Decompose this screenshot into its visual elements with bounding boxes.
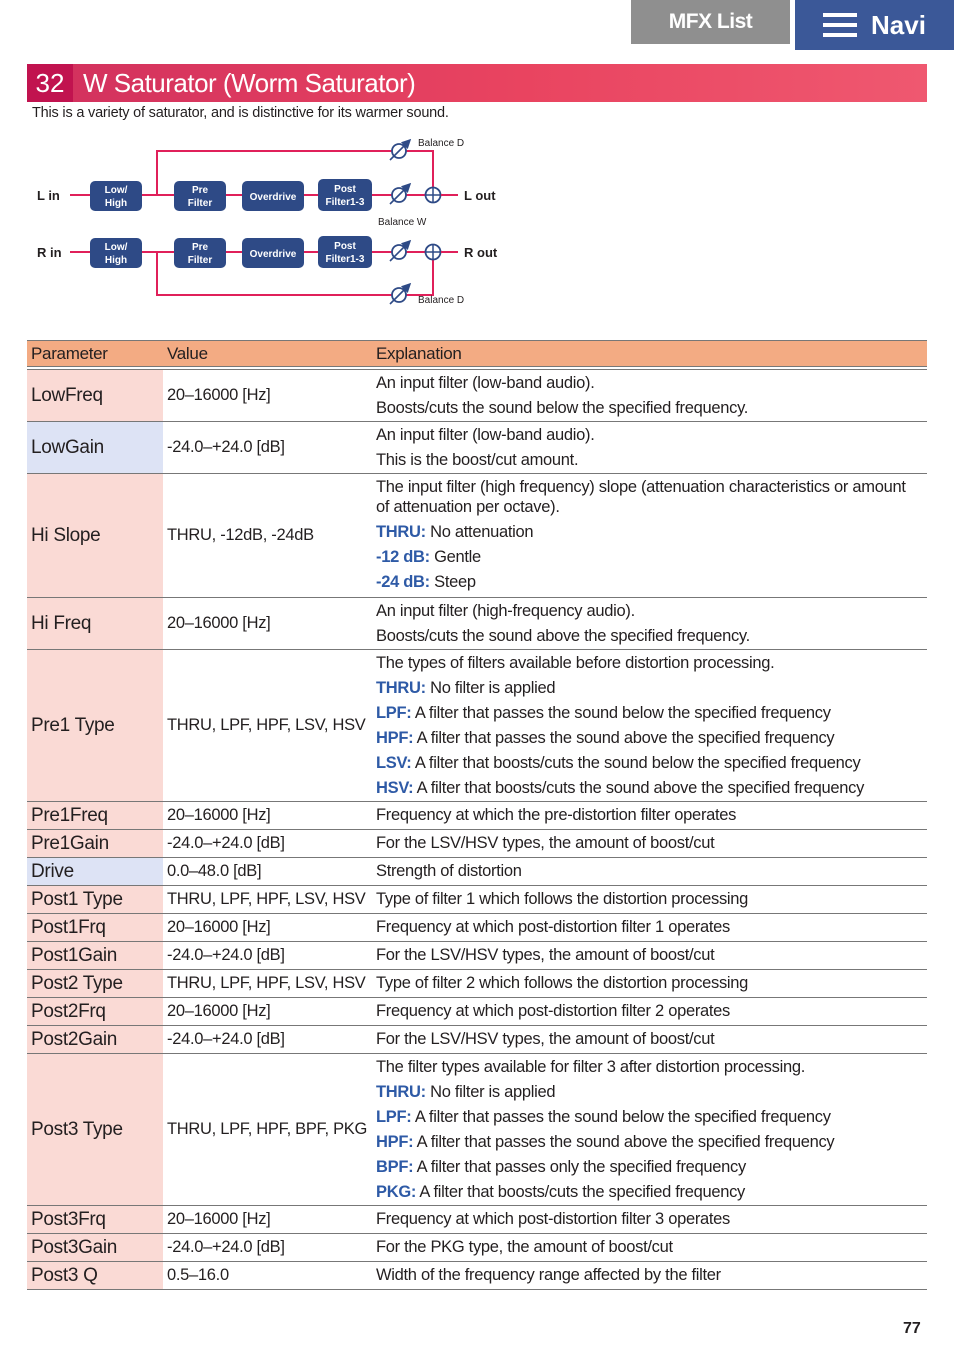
table-row <box>27 942 927 970</box>
sum-r-icon <box>426 245 441 260</box>
explanation-text: The types of filters available before distortion processing. <box>376 653 775 672</box>
explanation-text: A filter that passes the sound below the specified frequency <box>411 703 831 722</box>
explanation-line <box>376 943 923 968</box>
parameter-value: 0.5–16.0 <box>163 1262 372 1290</box>
block-post-filter-l <box>318 179 372 211</box>
explanation-text: Type of filter 2 which follows the distortion processing <box>376 974 749 992</box>
table-row <box>27 422 927 474</box>
explanation-line <box>376 1235 923 1260</box>
parameter-value: -24.0–+24.0 [dB] <box>163 1026 372 1054</box>
parameter-explanation <box>372 650 927 802</box>
option-keyword: LPF: <box>376 703 412 722</box>
parameter-value: THRU, LPF, HPF, BPF, PKG <box>163 1054 372 1206</box>
parameter-name: Post3Gain <box>27 1234 163 1262</box>
balance-w-label: Balance W <box>378 217 427 228</box>
parameter-value: -24.0–+24.0 [dB] <box>163 422 372 474</box>
explanation-text: A filter that passes the sound below the specified frequency <box>411 1107 831 1126</box>
header-value: Value <box>163 341 372 367</box>
header-parameter: Parameter <box>27 341 163 367</box>
parameter-value: 20–16000 [Hz] <box>163 998 372 1026</box>
explanation-line <box>376 1155 923 1180</box>
parameter-table <box>27 340 927 1290</box>
parameter-explanation <box>372 886 927 914</box>
parameter-explanation <box>372 474 927 598</box>
r-out-label: R out <box>464 245 498 260</box>
parameter-value: THRU, LPF, HPF, LSV, HSV <box>163 886 372 914</box>
svg-text:Low/: Low/ <box>104 185 128 196</box>
navi-button[interactable] <box>795 0 954 50</box>
parameter-explanation <box>372 1054 927 1206</box>
explanation-line <box>376 520 923 545</box>
parameter-name: Drive <box>27 858 163 886</box>
parameter-name: Pre1Gain <box>27 830 163 858</box>
explanation-line <box>376 477 923 517</box>
parameter-name: Post3 Q <box>27 1262 163 1290</box>
block-overdrive-l <box>242 181 304 211</box>
explanation-line <box>376 776 923 801</box>
parameter-table-body <box>27 370 927 1290</box>
explanation-line <box>376 915 923 940</box>
option-keyword: LPF: <box>376 1107 412 1126</box>
parameter-value: 20–16000 [Hz] <box>163 598 372 650</box>
explanation-line <box>376 651 923 676</box>
option-keyword: THRU: <box>376 678 426 697</box>
parameter-explanation <box>372 830 927 858</box>
explanation-line <box>376 1080 923 1105</box>
navi-label: Navi <box>871 9 926 40</box>
explanation-line <box>376 1130 923 1155</box>
table-row <box>27 1234 927 1262</box>
section-number: 32 <box>27 64 73 102</box>
table-row <box>27 650 927 802</box>
parameter-name: Post1Frq <box>27 914 163 942</box>
parameter-explanation <box>372 422 927 474</box>
option-keyword: HSV: <box>376 778 414 797</box>
parameter-name: Post2 Type <box>27 970 163 998</box>
parameter-explanation <box>372 1234 927 1262</box>
explanation-line <box>376 803 923 828</box>
parameter-value: THRU, LPF, HPF, LSV, HSV <box>163 970 372 998</box>
parameter-name: LowGain <box>27 422 163 474</box>
block-pre-filter-r <box>174 238 226 268</box>
option-keyword: THRU: <box>376 522 426 541</box>
parameter-value: 20–16000 [Hz] <box>163 914 372 942</box>
explanation-text: A filter that boosts/cuts the sound below the specified frequency <box>411 753 861 772</box>
parameter-name: Post1 Type <box>27 886 163 914</box>
parameter-value: 0.0–48.0 [dB] <box>163 858 372 886</box>
option-keyword: PKG: <box>376 1182 417 1201</box>
option-keyword: LSV: <box>376 753 412 772</box>
parameter-explanation <box>372 942 927 970</box>
explanation-line <box>376 545 923 570</box>
parameter-name: Post2Frq <box>27 998 163 1026</box>
parameter-value: THRU, -12dB, -24dB <box>163 474 372 598</box>
explanation-line <box>376 831 923 856</box>
svg-text:Overdrive: Overdrive <box>249 249 297 260</box>
explanation-text: No attenuation <box>425 522 534 541</box>
svg-text:Overdrive: Overdrive <box>249 192 297 203</box>
parameter-value: 20–16000 [Hz] <box>163 370 372 422</box>
table-row <box>27 1262 927 1290</box>
parameter-value: -24.0–+24.0 [dB] <box>163 830 372 858</box>
sum-l-icon <box>426 188 441 203</box>
explanation-text: A filter that passes only the specified frequency <box>413 1157 746 1176</box>
table-row <box>27 886 927 914</box>
svg-text:Low/: Low/ <box>104 242 128 253</box>
parameter-explanation <box>372 1206 927 1234</box>
table-row <box>27 802 927 830</box>
svg-text:Filter1-3: Filter1-3 <box>325 197 365 208</box>
parameter-name: Hi Slope <box>27 474 163 598</box>
option-keyword: BPF: <box>376 1157 414 1176</box>
block-post-filter-r <box>318 236 372 268</box>
table-row <box>27 370 927 422</box>
parameter-name: Hi Freq <box>27 598 163 650</box>
explanation-text: Steep <box>429 572 476 591</box>
explanation-line <box>376 1027 923 1052</box>
explanation-text: A filter that boosts/cuts the specified frequency <box>416 1182 746 1201</box>
explanation-line <box>376 448 923 473</box>
table-row <box>27 474 927 598</box>
option-keyword: THRU: <box>376 1082 426 1101</box>
mfx-list-tab[interactable] <box>631 0 790 44</box>
explanation-text: This is the boost/cut amount. <box>376 450 579 469</box>
explanation-text: No filter is applied <box>425 1082 556 1101</box>
explanation-text: The input filter (high frequency) slope (attenuation characteristics or amount of attenuation per octave). <box>376 477 906 516</box>
explanation-line <box>376 676 923 701</box>
parameter-explanation <box>372 998 927 1026</box>
block-low-high-l <box>90 181 142 211</box>
explanation-line <box>376 1055 923 1080</box>
table-row <box>27 914 927 942</box>
svg-text:Filter: Filter <box>187 255 213 266</box>
menu-icon <box>823 13 857 37</box>
page-number: 77 <box>903 1320 921 1337</box>
explanation-line <box>376 396 923 421</box>
section-title-bar <box>27 64 927 102</box>
explanation-line <box>376 624 923 649</box>
svg-text:Post: Post <box>334 241 356 252</box>
svg-text:Filter: Filter <box>187 198 213 209</box>
explanation-text: A filter that boosts/cuts the sound above the specified frequency <box>413 778 865 797</box>
table-row <box>27 1054 927 1206</box>
parameter-name: Post1Gain <box>27 942 163 970</box>
explanation-line <box>376 423 923 448</box>
table-row <box>27 998 927 1026</box>
explanation-text: Frequency at which post-distortion filter 3 operates <box>376 1210 730 1228</box>
explanation-text: For the LSV/HSV types, the amount of boost/cut <box>376 946 715 964</box>
parameter-explanation <box>372 370 927 422</box>
svg-text:Filter1-3: Filter1-3 <box>325 254 365 265</box>
parameter-value: -24.0–+24.0 [dB] <box>163 942 372 970</box>
parameter-explanation <box>372 598 927 650</box>
svg-text:Pre: Pre <box>191 185 209 196</box>
table-row <box>27 1206 927 1234</box>
option-keyword: -24 dB: <box>376 572 430 591</box>
parameter-value: 20–16000 [Hz] <box>163 1206 372 1234</box>
explanation-line <box>376 971 923 996</box>
parameter-explanation <box>372 1026 927 1054</box>
parameter-value: 20–16000 [Hz] <box>163 802 372 830</box>
svg-text:High: High <box>104 255 128 266</box>
balance-d-label-bottom: Balance D <box>418 295 465 306</box>
table-row <box>27 970 927 998</box>
explanation-line <box>376 751 923 776</box>
block-overdrive-r <box>242 238 304 268</box>
explanation-line <box>376 1263 923 1288</box>
option-keyword: -12 dB: <box>376 547 430 566</box>
svg-text:Pre: Pre <box>191 242 209 253</box>
explanation-text: Width of the frequency range affected by the filter <box>376 1266 721 1284</box>
explanation-line <box>376 726 923 751</box>
svg-text:Post: Post <box>334 184 356 195</box>
explanation-line <box>376 371 923 396</box>
explanation-line <box>376 999 923 1024</box>
parameter-name: Post2Gain <box>27 1026 163 1054</box>
explanation-text: Type of filter 1 which follows the distortion processing <box>376 890 749 908</box>
explanation-text: For the LSV/HSV types, the amount of boost/cut <box>376 834 715 852</box>
explanation-text: Frequency at which the pre-distortion filter operates <box>376 806 737 824</box>
l-out-label: L out <box>464 188 496 203</box>
explanation-text: For the LSV/HSV types, the amount of boost/cut <box>376 1030 715 1048</box>
parameter-explanation <box>372 914 927 942</box>
explanation-text: The filter types available for filter 3 after distortion processing. <box>376 1057 805 1076</box>
section-description: This is a variety of saturator, and is distinctive for its warmer sound. <box>32 105 449 121</box>
parameter-name: Pre1Freq <box>27 802 163 830</box>
header-explanation: Explanation <box>372 341 927 367</box>
explanation-text: Boosts/cuts the sound above the specified frequency. <box>376 626 750 645</box>
signal-flow-diagram <box>30 133 510 313</box>
parameter-name: LowFreq <box>27 370 163 422</box>
parameter-name: Post3Frq <box>27 1206 163 1234</box>
explanation-text: Frequency at which post-distortion filter 2 operates <box>376 1002 730 1020</box>
explanation-text: An input filter (low-band audio). <box>376 425 595 444</box>
balance-d-label-top: Balance D <box>418 138 465 149</box>
explanation-text: An input filter (low-band audio). <box>376 373 595 392</box>
mfx-list-label: MFX List <box>668 10 753 33</box>
explanation-line <box>376 701 923 726</box>
parameter-explanation <box>372 970 927 998</box>
explanation-line <box>376 1180 923 1205</box>
explanation-text: Gentle <box>429 547 481 566</box>
table-row <box>27 858 927 886</box>
explanation-text: Boosts/cuts the sound below the specified frequency. <box>376 398 749 417</box>
parameter-explanation <box>372 858 927 886</box>
table-row <box>27 830 927 858</box>
explanation-line <box>376 887 923 912</box>
parameter-name: Pre1 Type <box>27 650 163 802</box>
explanation-text: A filter that passes the sound above the specified frequency <box>413 1132 835 1151</box>
explanation-text: Strength of distortion <box>376 862 522 880</box>
option-keyword: HPF: <box>376 728 414 747</box>
explanation-text: An input filter (high-frequency audio). <box>376 601 635 620</box>
section-title: W Saturator (Worm Saturator) <box>83 67 416 98</box>
explanation-text: For the PKG type, the amount of boost/cut <box>376 1238 673 1256</box>
table-row <box>27 1026 927 1054</box>
l-in-label: L in <box>37 188 60 203</box>
option-keyword: HPF: <box>376 1132 414 1151</box>
explanation-line <box>376 599 923 624</box>
block-pre-filter-l <box>174 181 226 211</box>
explanation-text: A filter that passes the sound above the specified frequency <box>413 728 835 747</box>
explanation-line <box>376 1105 923 1130</box>
r-in-label: R in <box>37 245 62 260</box>
table-header-row <box>27 341 927 367</box>
explanation-text: No filter is applied <box>425 678 556 697</box>
table-row <box>27 598 927 650</box>
parameter-value: -24.0–+24.0 [dB] <box>163 1234 372 1262</box>
svg-text:High: High <box>104 198 128 209</box>
explanation-line <box>376 570 923 595</box>
parameter-name: Post3 Type <box>27 1054 163 1206</box>
explanation-text: Frequency at which post-distortion filter 1 operates <box>376 918 730 936</box>
block-low-high-r <box>90 238 142 268</box>
parameter-explanation <box>372 802 927 830</box>
parameter-explanation <box>372 1262 927 1290</box>
explanation-line <box>376 1207 923 1232</box>
parameter-value: THRU, LPF, HPF, LSV, HSV <box>163 650 372 802</box>
explanation-line <box>376 859 923 884</box>
